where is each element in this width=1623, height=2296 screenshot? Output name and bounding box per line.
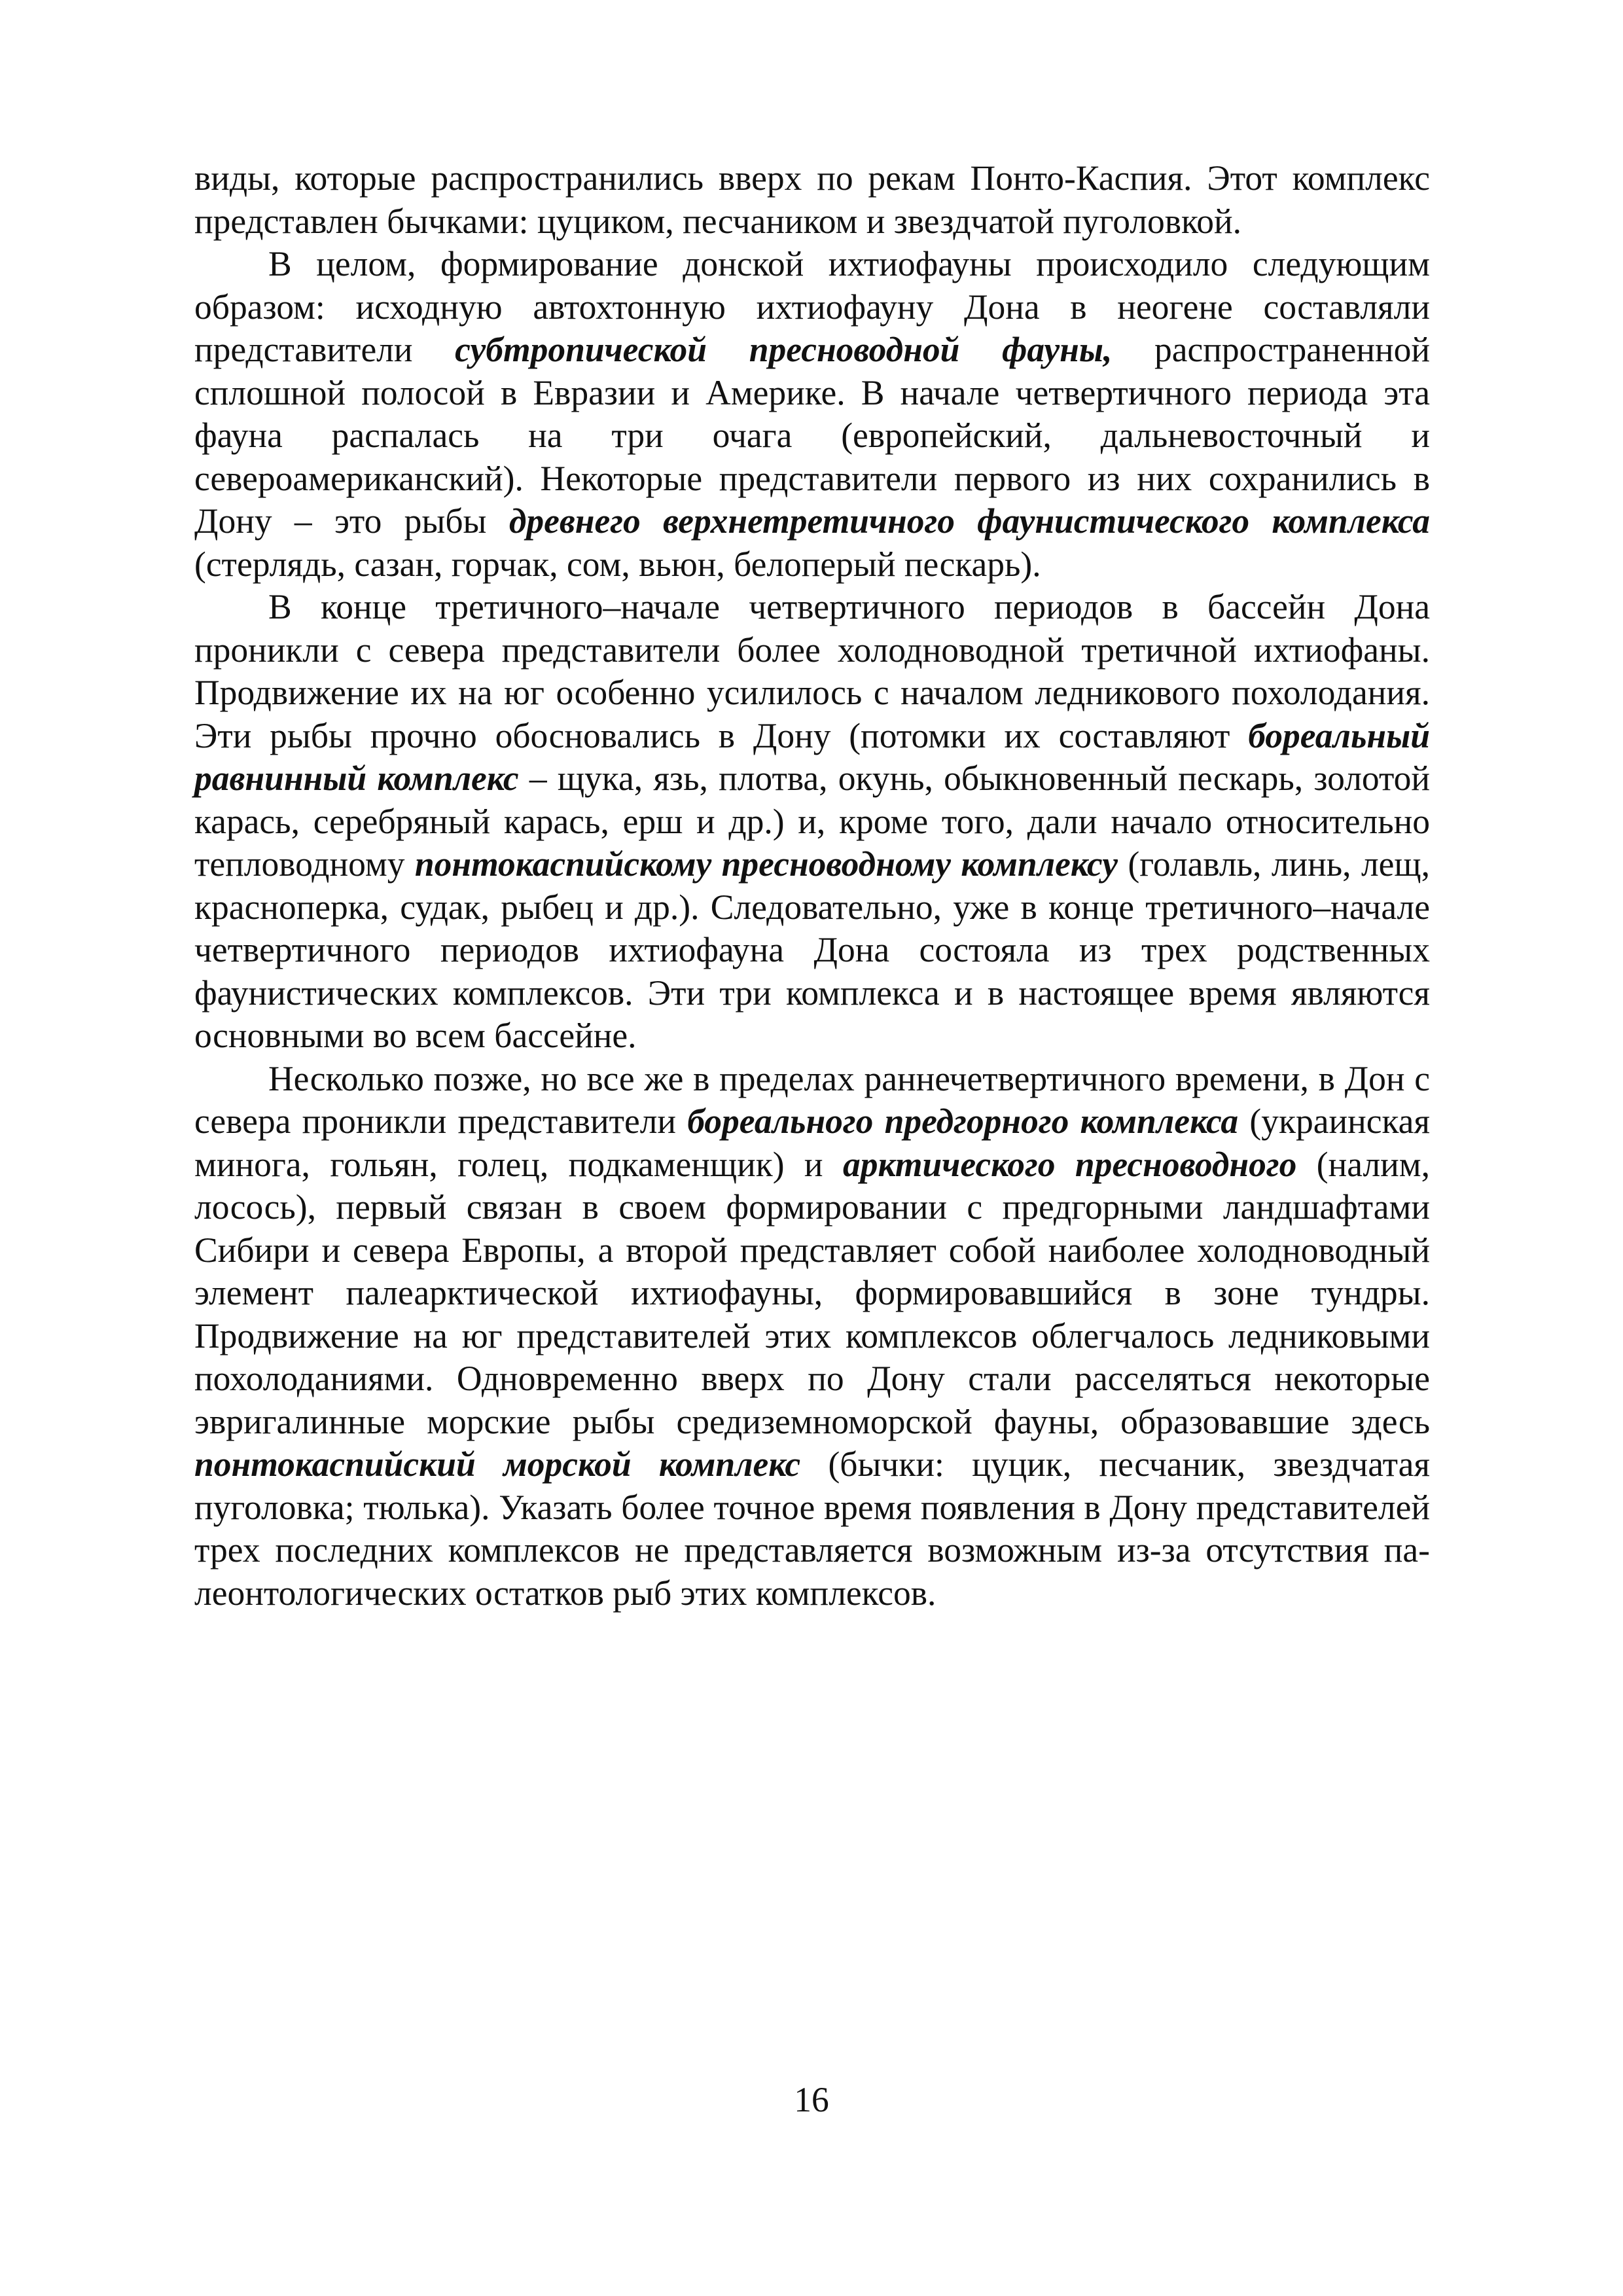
text-run: В целом, формирование донской ихтиофауны происходило следующим образом: исходную автохтонную ихтиофауну Дона в неогене составляли представители bbox=[194, 244, 1430, 369]
emphasized-term: арктического пресноводного bbox=[842, 1144, 1297, 1184]
text-run: – щука, язь, плотва, окунь, обыкновенный пескарь, золотой карась, серебряный карась, ерш и др.) и, кроме того, дали начало относительно тепловодному bbox=[194, 759, 1431, 884]
text-run: (бычки: цуцик, песчаник, звездчатая пуголовка; тюлька). Указать более точное время появления в Дону представителей трех последних комплексов не представляется возможным из-за отсутствия палеонтологических остатков рыб этих комплексов. bbox=[194, 1444, 1430, 1613]
emphasized-term: бореального предгорного комплекса bbox=[687, 1102, 1239, 1141]
emphasized-term: понтокаспийский морской комплекс bbox=[194, 1444, 801, 1484]
emphasized-term: древнего верхнетретичного фаунистического комплекса bbox=[508, 501, 1430, 541]
text-run: распространенной сплошной полосой в Евразии и Америке. В начале четвертичного периода эта фауна распалась на три очага (европейский, дальневосточный и североамериканский). Некоторые представители первого из них сохранились в Дону – это рыбы bbox=[194, 330, 1430, 541]
page-number: 16 bbox=[794, 2080, 829, 2119]
emphasized-term: бореальный равнинный комплекс bbox=[194, 715, 1430, 798]
text-run: виды, которые распространились вверх по рекам Понто-Каспия. Этот комплекс представлен бычками: цуциком, песчаником и звездчатой пуголовкой. bbox=[194, 158, 1430, 241]
text-run: (стерлядь, сазан, горчак, сом, вьюн, белоперый пескарь). bbox=[194, 544, 1041, 584]
emphasized-term: субтропической пресноводной фауны, bbox=[455, 330, 1113, 369]
paragraph bbox=[194, 157, 1430, 243]
body-text bbox=[194, 157, 1430, 1615]
paragraph bbox=[194, 1058, 1430, 1615]
paragraph bbox=[194, 586, 1430, 1058]
text-run: (украинская минога, гольян, голец, подкаменщик) и bbox=[194, 1102, 1430, 1184]
paragraph bbox=[194, 243, 1430, 586]
emphasized-term: понтокаспийскому пресноводному комплексу bbox=[414, 844, 1118, 884]
text-run: Несколько позже, но все же в пределах раннечетвертичного времени, в Дон с севера проникли представители bbox=[194, 1058, 1430, 1141]
text-run: (налим, лосось), первый связан в своем формировании с предгорными ландшафтами Сибири и севера Европы, а второй представляет собой наиболее холодноводный элемент палеарктической ихтиофауны, формировавшийся в зоне тундры. Продвижение на юг представителей этих комплексов облегчалось ледниковыми похолоданиями. Одновременно вверх по Дону стали расселяться некоторые эвригалинные морские рыбы средиземноморской фауны, образовавшие здесь bbox=[194, 1144, 1430, 1441]
text-run: В конце третичного–начале четвертичного периодов в бассейн Дона проникли с севера представители более холодноводной третичной ихтиофаны. Продвижение их на юг особенно усилилось с началом ледникового похолодания. Эти рыбы прочно обосновались в Дону (потомки их составляют bbox=[194, 587, 1430, 755]
text-run: (голавль, линь, лещ, красноперка, судак, рыбец и др.). Следовательно, уже в конце третичного–начале четвертичного периодов ихтиофауна Дона состояла из трех родственных фаунистических комплексов. Эти три комплекса и в настоящее время являются основными во всем бассейне. bbox=[194, 844, 1430, 1055]
